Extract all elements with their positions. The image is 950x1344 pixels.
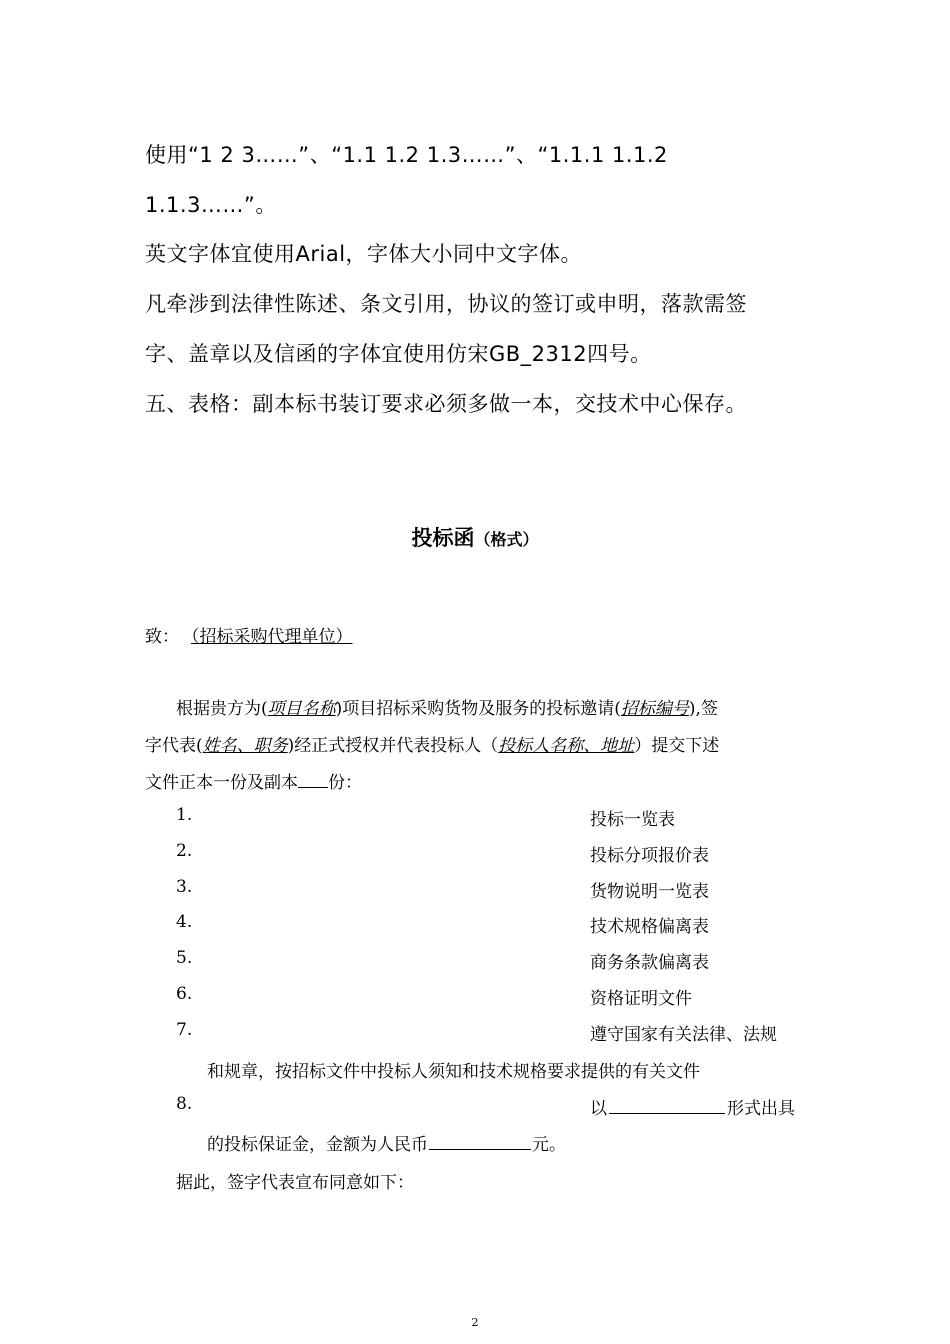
- bidder-name-address: 投标人名称、地址: [498, 736, 635, 756]
- body-text: 根据贵方为(: [176, 699, 268, 719]
- list-item-8-form: [590, 1094, 795, 1119]
- form-title-sub: （格式）: [474, 530, 539, 549]
- list-item-8-continuation: [207, 1130, 566, 1155]
- intro-line-2: 1.1.3……”。: [145, 193, 277, 217]
- form-blank: [609, 1112, 725, 1114]
- list-item-label: 遵守国家有关法律、法规: [590, 1025, 777, 1045]
- copies-blank: [298, 786, 328, 788]
- list-item-number: 2.: [176, 841, 193, 861]
- body-text: ),签: [688, 699, 718, 719]
- list-item-text: 形式出具: [727, 1099, 795, 1119]
- list-item-number: 8.: [176, 1094, 193, 1114]
- amount-blank: [429, 1148, 531, 1150]
- body-line-1: [176, 694, 718, 719]
- list-item-number: 4.: [176, 912, 193, 932]
- list-item-number: 1.: [176, 805, 193, 825]
- addressee: [145, 622, 353, 647]
- body-line-3: [145, 768, 362, 793]
- body-line-2: [145, 731, 719, 756]
- list-item-label: 技术规格偏离表: [590, 917, 709, 937]
- body-text: )项目招标采购货物及服务的投标邀请(: [335, 699, 621, 719]
- form-title-main: 投标函: [411, 526, 475, 550]
- list-item-label: 投标分项报价表: [590, 846, 709, 866]
- list-item-number: 7.: [176, 1020, 193, 1040]
- list-item-label: 货物说明一览表: [590, 882, 709, 902]
- list-item-label: 资格证明文件: [590, 989, 692, 1009]
- intro-line-4: 凡牵涉到法律性陈述、条文引用，协议的签订或申明，落款需签: [145, 292, 747, 316]
- body-text: 份：: [328, 773, 362, 793]
- intro-line-6: 五、表格：副本标书装订要求必须多做一本，交技术中心保存。: [145, 392, 747, 416]
- page-number: 2: [471, 1316, 479, 1329]
- list-item-text: 以: [590, 1099, 607, 1119]
- addressee-value: （招标采购代理单位）: [191, 627, 353, 647]
- body-text: )经正式授权并代表投标人（: [287, 736, 499, 756]
- list-item-label: 投标一览表: [590, 810, 675, 830]
- list-item-7-continuation: 和规章，按招标文件中投标人须知和技术规格要求提供的有关文件: [207, 1062, 700, 1082]
- list-item-number: 3.: [176, 877, 193, 897]
- intro-line-5: 字、盖章以及信函的字体宜使用仿宋GB_2312四号。: [145, 342, 652, 366]
- body-text: 字代表(: [145, 736, 203, 756]
- intro-line-3: 英文字体宜使用Arial，字体大小同中文字体。: [145, 242, 583, 266]
- list-item-number: 5.: [176, 948, 193, 968]
- intro-line-1: 使用“1 2 3……”、“1.1 1.2 1.3……”、“1.1.1 1.1.2: [145, 143, 668, 167]
- body-text: 文件正本一份及副本: [145, 773, 298, 793]
- addressee-prefix: 致：: [145, 627, 179, 647]
- list-item-text: 元。: [532, 1135, 566, 1155]
- closing-statement: 据此，签字代表宣布同意如下：: [176, 1173, 414, 1193]
- tender-number: 招标编号: [620, 699, 689, 719]
- list-item-text: 的投标保证金，金额为人民币: [207, 1135, 428, 1155]
- name-title: 姓名、职务: [202, 736, 288, 756]
- list-item-label: 商务条款偏离表: [590, 953, 709, 973]
- list-item-number: 6.: [176, 984, 193, 1004]
- project-name: 项目名称: [267, 699, 336, 719]
- body-text: ）提交下述: [634, 736, 720, 756]
- form-title: [0, 522, 950, 552]
